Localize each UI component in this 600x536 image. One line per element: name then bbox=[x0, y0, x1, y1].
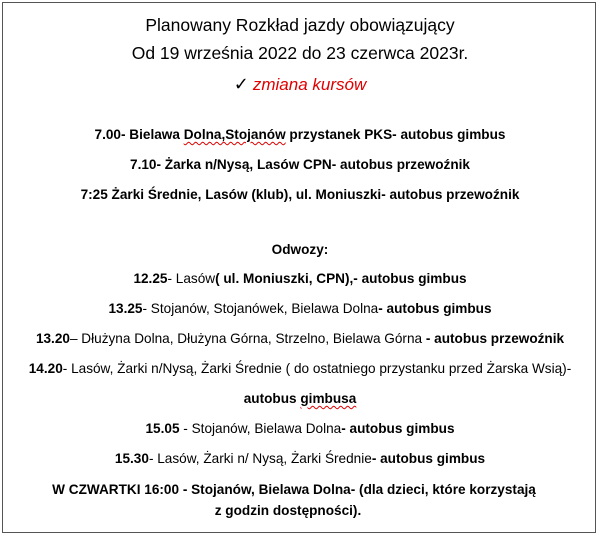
change-note: zmiana kursów bbox=[252, 75, 367, 94]
return-bus: - autobus gimbus bbox=[341, 421, 455, 436]
return-time: 13.25 bbox=[108, 301, 143, 316]
thursday-line-1: W CZWARTKI 16:00 - Stojanów, Bielawa Dolna- (dla dzieci, które korzystają bbox=[52, 482, 536, 497]
departure-time: 7:25 bbox=[80, 187, 108, 202]
return-places: - Lasów bbox=[167, 271, 216, 286]
change-note-line bbox=[3, 74, 597, 95]
title-line-2: Od 19 września 2022 do 23 czerwca 2023r. bbox=[131, 43, 469, 63]
return-row-continuation bbox=[3, 391, 597, 406]
schedule-frame bbox=[2, 2, 596, 533]
return-row bbox=[3, 271, 597, 286]
thursday-line-2: z godzin dostępności). bbox=[214, 503, 362, 518]
check-icon: ✓ bbox=[233, 74, 249, 94]
return-time: 12.25 bbox=[133, 271, 168, 286]
return-places: – Dłużyna Dolna, Dłużyna Górna, Strzelno, Bielawa Górna bbox=[69, 331, 423, 346]
departure-time: 7.00 bbox=[94, 127, 121, 142]
departure-route-end: przystanek PKS- autobus gimbus bbox=[285, 127, 506, 142]
departure-route-highlight: Dolna,Stojanów bbox=[183, 127, 286, 142]
return-bus: - autobus gimbus bbox=[371, 451, 486, 466]
return-row bbox=[3, 421, 597, 436]
return-places: - Lasów, Żarki n/Nysą, Żarki Średnie ( do ostatniego przystanku przed Żarska Wsią)- bbox=[62, 361, 572, 376]
return-time: 15.30 bbox=[114, 451, 149, 466]
return-row bbox=[3, 361, 597, 376]
return-places-bold: ( ul. Moniuszki, CPN),- autobus gimbus bbox=[215, 271, 467, 286]
return-time: 13.20 bbox=[35, 331, 70, 346]
return-places: - Stojanów, Bielawa Dolna bbox=[179, 421, 342, 436]
return-bus: autobus bbox=[243, 391, 301, 406]
return-row bbox=[3, 331, 597, 346]
departure-route: - Bielawa bbox=[120, 127, 184, 142]
return-time: 14.20 bbox=[28, 361, 63, 376]
return-bus-highlight: gimbusa bbox=[300, 391, 357, 406]
return-bus: - autobus przewoźnik bbox=[422, 331, 565, 346]
title-line-1: Planowany Rozkład jazdy obowiązujący bbox=[145, 15, 455, 35]
departure-row bbox=[3, 187, 597, 202]
return-places: - Lasów, Żarki n/ Nysą, Żarki Średnie bbox=[148, 451, 372, 466]
departure-row bbox=[3, 127, 597, 142]
return-time: 15.05 bbox=[145, 421, 180, 436]
returns-heading: Odwozy: bbox=[271, 242, 329, 257]
departure-row bbox=[3, 157, 597, 172]
departure-time: 7.10 bbox=[130, 157, 157, 172]
return-places: - Stojanów, Stojanówek, Bielawa Dolna bbox=[142, 301, 379, 316]
departure-route: - Żarka n/Nysą, Lasów CPN- autobus przewoźnik bbox=[156, 157, 470, 172]
return-bus: - autobus gimbus bbox=[378, 301, 492, 316]
departure-route: Żarki Średnie, Lasów (klub), ul. Moniuszki- autobus przewoźnik bbox=[107, 187, 520, 202]
return-row bbox=[3, 301, 597, 316]
return-row bbox=[3, 451, 597, 466]
